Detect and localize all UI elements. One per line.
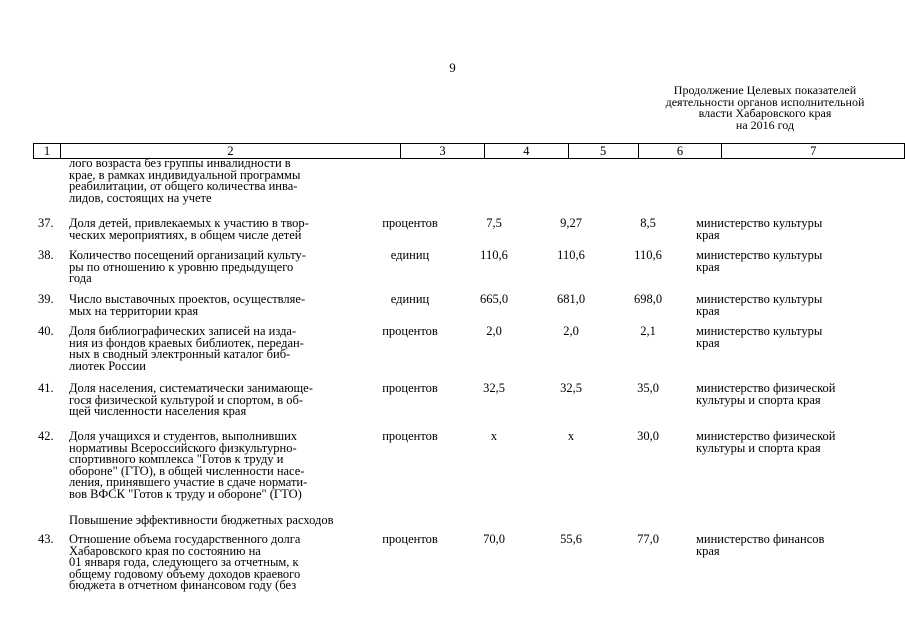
responsible-cell [696, 326, 876, 349]
value-cell: 110,6 [634, 248, 662, 262]
resp-line: министерство культуры [696, 292, 823, 306]
desc-line: общему годовому объему доходов краевого [69, 566, 301, 581]
desc-line: лиотек России [69, 358, 146, 373]
value-cell: 698,0 [633, 292, 663, 306]
row-number: 39. [38, 292, 54, 306]
column-header: 3 [401, 144, 485, 159]
row-description [69, 431, 369, 500]
resp-line: края [696, 303, 720, 318]
desc-line: вов ВФСК "Готов к труду и обороне" (ГТО) [69, 486, 302, 501]
responsible-cell [696, 383, 876, 406]
resp-line: края [696, 335, 720, 350]
responsible-cell [696, 431, 876, 454]
row-number: 38. [38, 248, 54, 262]
unit-cell: единиц [390, 248, 430, 262]
value-cell: 32,5 [560, 381, 582, 395]
desc-line: ния из фондов краевых библиотек, передан- [69, 335, 304, 350]
resp-line: министерство физической [696, 381, 836, 395]
continued-description [69, 158, 369, 204]
value-cell: x [490, 429, 498, 443]
value-cell: 9,27 [560, 216, 582, 230]
caption-line: власти Хабаровского края [698, 106, 832, 120]
row-number: 41. [38, 381, 54, 395]
desc-line: Доля детей, привлекаемых к участию в твор- [69, 216, 309, 230]
unit-cell: процентов [382, 429, 438, 443]
responsible-cell [696, 534, 876, 557]
desc-line: Количество посещений организаций культу- [69, 248, 306, 262]
column-header: 6 [638, 144, 722, 159]
row-description [69, 534, 369, 592]
value-cell: 8,5 [640, 216, 656, 230]
value-cell: 55,6 [560, 532, 582, 546]
row-number: 42. [38, 429, 54, 443]
row-number: 37. [38, 216, 54, 230]
caption-line: деятельности органов исполнительной [665, 94, 865, 109]
desc-line: ческих мероприятиях, в общем числе детей [69, 227, 302, 242]
desc-line: Хабаровского края по состоянию на [69, 543, 261, 558]
value-cell: 30,0 [637, 429, 659, 443]
desc-line: Доля учащихся и студентов, выполнивших [69, 429, 298, 443]
unit-cell: процентов [382, 532, 438, 546]
value-cell: 110,6 [480, 248, 508, 262]
desc-line: Отношение объема государственного долга [69, 532, 301, 546]
column-header: 5 [568, 144, 638, 159]
responsible-cell [696, 218, 876, 241]
resp-line: края [696, 227, 720, 242]
desc-line: лидов, состоящих на учете [69, 190, 212, 205]
caption-line: на 2016 год [735, 117, 795, 132]
value-cell: 70,0 [483, 532, 505, 546]
unit-cell: процентов [382, 216, 438, 230]
desc-line: крае, в рамках индивидуальной программы [69, 167, 301, 182]
resp-line: края [696, 543, 720, 558]
row-number: 43. [38, 532, 54, 546]
column-header: 2 [60, 144, 400, 159]
desc-line: лого возраста без группы инвалидности в [69, 156, 291, 170]
row-description [69, 326, 369, 372]
value-cell: 665,0 [479, 292, 509, 306]
desc-line: Доля библиографических записей на изда- [69, 324, 297, 338]
resp-line: министерство культуры [696, 248, 823, 262]
page-number: 9 [449, 60, 456, 75]
row-description [69, 218, 369, 241]
value-cell: 2,1 [640, 324, 656, 338]
unit-cell: единиц [390, 292, 430, 306]
desc-line: гося физической культурой и спортом, в об- [69, 392, 303, 407]
unit-cell: процентов [382, 324, 438, 338]
resp-line: министерство культуры [696, 216, 823, 230]
row-description [69, 250, 369, 285]
resp-line: министерство финансов [696, 532, 825, 546]
value-cell: 32,5 [483, 381, 505, 395]
desc-line: спортивного комплекса "Готов к труду и [69, 452, 284, 466]
desc-line: реабилитации, от общего количества инва- [69, 179, 298, 193]
desc-line: мых на территории края [69, 303, 199, 318]
desc-line: года [69, 271, 92, 285]
desc-line: нормативы Всероссийского физкультурно- [69, 440, 297, 455]
desc-line: щей численности населения края [69, 404, 247, 418]
section-title: Повышение эффективности бюджетных расходов [69, 513, 334, 527]
value-cell: 35,0 [637, 381, 659, 395]
row-description [69, 383, 369, 418]
value-cell: 7,5 [486, 216, 502, 230]
desc-line: ных в сводный электронный каталог биб- [69, 347, 291, 361]
desc-line: обороне" (ГТО), в общей численности насе- [69, 463, 305, 478]
unit-cell: процентов [382, 381, 438, 395]
value-cell: 110,6 [557, 248, 585, 262]
caption-line: Продолжение Целевых показателей [673, 83, 857, 97]
value-cell: 2,0 [486, 324, 502, 338]
resp-line: культуры и спорта края [696, 440, 821, 455]
desc-line: ры по отношению к уровню предыдущего [69, 259, 294, 274]
column-header: 1 [34, 144, 61, 159]
desc-line: Доля населения, систематически занимающе- [69, 381, 313, 395]
value-cell: 77,0 [637, 532, 659, 546]
column-header: 7 [722, 144, 905, 159]
responsible-cell [696, 250, 876, 273]
value-cell: 2,0 [563, 324, 579, 338]
desc-line: 01 января года, следующего за отчетным, к [69, 555, 299, 569]
resp-line: министерство культуры [696, 324, 823, 338]
responsible-cell [696, 294, 876, 317]
value-cell: 681,0 [556, 292, 586, 306]
resp-line: края [696, 259, 720, 274]
resp-line: министерство физической [696, 429, 836, 443]
row-number: 40. [38, 324, 54, 338]
row-description [69, 294, 369, 317]
column-header: 4 [484, 144, 568, 159]
resp-line: культуры и спорта края [696, 392, 821, 407]
desc-line: Число выставочных проектов, осуществляе- [69, 292, 306, 306]
desc-line: бюджета в отчетном финансовом году (без [69, 578, 297, 592]
desc-line: ления, принявшего участие в сдаче нормати- [69, 475, 308, 489]
value-cell: x [567, 429, 575, 443]
